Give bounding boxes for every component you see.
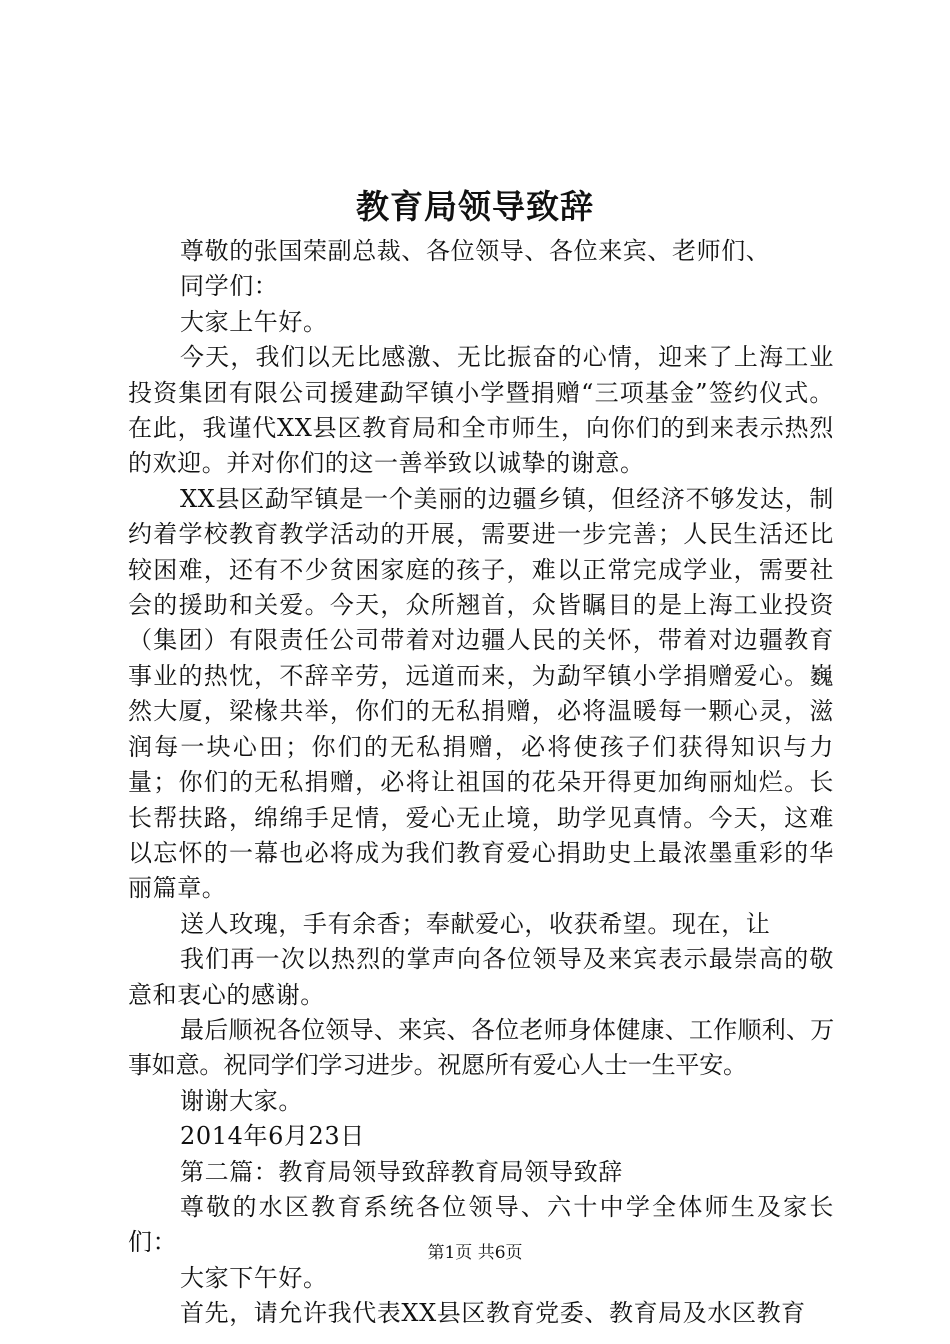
- page-number-footer: 第1页 共6页: [427, 1243, 523, 1263]
- paragraph-greeting: 大家上午好。: [180, 307, 328, 336]
- paragraph-applause: 我们再一次以热烈的掌声向各位领导及来宾表示最崇高的敬意和衷心的感谢。: [128, 945, 834, 1009]
- paragraph-opening: 首先，请允许我代表XX县区教育党委、教育局及水区教育: [180, 1299, 806, 1328]
- paragraph-wishes: 最后顺祝各位领导、来宾、各位老师身体健康、工作顺利、万事如意。祝同学们学习进步。祝愿所有爱心人士一生平安。: [128, 1015, 834, 1080]
- paragraph-salutation-1: 尊敬的张国荣副总裁、各位领导、各位来宾、老师们、: [180, 237, 771, 265]
- paragraph-thanks: 谢谢大家。: [180, 1086, 303, 1115]
- paragraph-date: 2014年6月23日: [180, 1122, 365, 1151]
- document-body: [128, 234, 834, 1332]
- paragraph-salutation-2: 同学们：: [180, 272, 279, 301]
- paragraph-section-two-heading: 第二篇：教育局领导致辞教育局领导致辞: [180, 1157, 623, 1186]
- paragraph-welcome: 今天，我们以无比感激、无比振奋的心情，迎来了上海工业投资集团有限公司援建勐罕镇小学暨捐赠“三项基金”签约仪式。在此，我谨代XX县区教育局和全市师生，向你们的到来表示热烈的欢迎。并对你们的这一善举致以诚挚的谢意。: [128, 343, 834, 478]
- paragraph-greeting-2: 大家下午好。: [180, 1263, 328, 1292]
- paragraph-salutation-3: 尊敬的水区教育系统各位领导、六十中学全体师生及家长们：: [128, 1192, 834, 1257]
- document-title: 教育局领导致辞: [356, 187, 594, 226]
- paragraph-main: XX县区勐罕镇是一个美丽的边疆乡镇，但经济不够发达，制约着学校教育教学活动的开展，需要进一步完善；人民生活还比较困难，还有不少贫困家庭的孩子，难以正常完成学业，需要社会的援助和关爱。今天，众所翘首，众皆瞩目的是上海工业投资（集团）有限责任公司带着对边疆人民的关怀，带着对边疆教育事业的热忱，不辞辛劳，远道而来，为勐罕镇小学捐赠爱心。巍然大厦，梁椽共举，你们的无私捐赠，必将温暖每一颗心灵，滋润每一块心田；你们的无私捐赠，必将使孩子们获得知识与力量；你们的无私捐赠，必将让祖国的花朵开得更加绚丽灿烂。长长帮扶路，绵绵手足情，爱心无止境，助学见真情。今天，这难以忘怀的一幕也必将成为我们教育爱心捐助史上最浓墨重彩的华丽篇章。: [128, 484, 834, 903]
- paragraph-roses: 送人玫瑰，手有余香；奉献爱心，收获希望。现在，让: [180, 909, 771, 938]
